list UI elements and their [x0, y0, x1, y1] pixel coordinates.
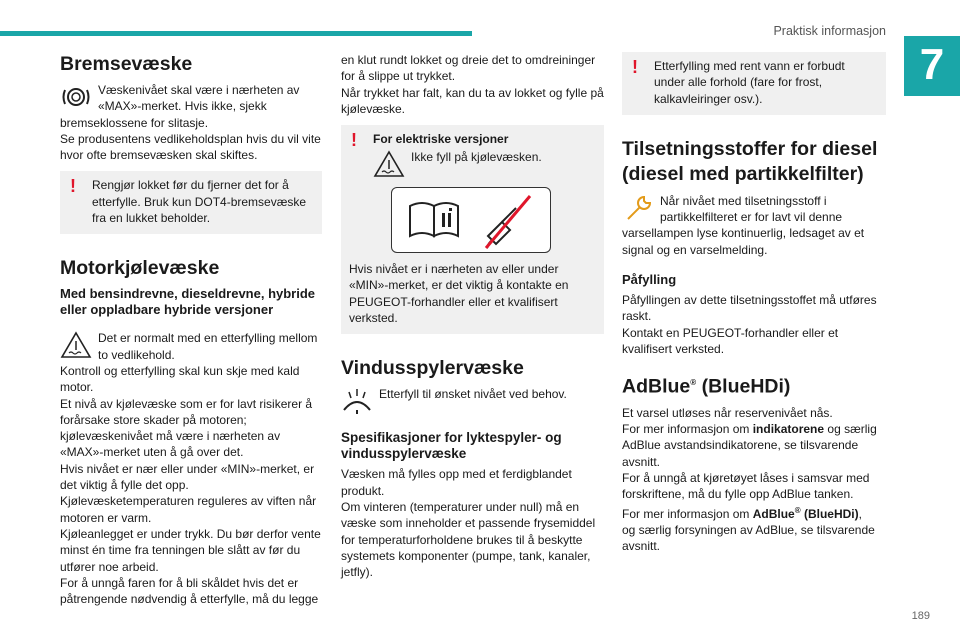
washer-fluid-note	[341, 386, 604, 416]
adblue-bold-2-name: AdBlue	[752, 506, 795, 521]
electric-versions-text: Hvis nivået er i nærheten av eller under «MIN»-merket, er det viktig å kontakte en PEUGEOT-forhandler eller et kvalifisert verksted.	[349, 262, 569, 326]
washer-warning-text: Etterfylling med rent vann er forbudt under alle forhold (fare for frost, kalkavleiringer osv.).	[654, 59, 845, 106]
washer-fluid-heading: Vindusspylervæske	[341, 357, 524, 380]
coolant-continued-text: en klut rundt lokket og dreie det to omdreininger for å slippe ut trykket. Når trykket har falt, kan du ta av lokket og fylle på kjølevæske.	[341, 53, 604, 116]
exclamation-icon: !	[351, 130, 357, 151]
page-number: 189	[911, 610, 930, 622]
column-1	[60, 52, 322, 607]
manual-no-refill-pictogram	[391, 187, 551, 253]
coolant-icon-text: Det er normalt med en etterfylling mellom to vedlikehold.	[98, 331, 318, 362]
adblue-text	[622, 405, 886, 555]
electric-versions-note	[341, 125, 604, 334]
electric-versions-heading: For elektriske versjoner	[373, 132, 509, 147]
washer-spec-heading: Spesifikasjoner for lyktespyler- og vindusspylervæske	[341, 430, 562, 462]
coolant-text: Kontroll og etterfylling skal kun skje med kald motor. Et nivå av kjølevæske som er for lavt risikerer å forårsake store skader på motoren; kjølevæskenivået må være i nærheten av «MAX»-merket uten å gå over det. Hvis nivået er nær eller under «MIN»-merket, er det viktig å fylle det opp. Kjølevæsketemperaturen reguleres av viften når motoren er varm. Kjøleanlegget er under trykk. Du bør derfor vente minst én time fra tenningen ble slått av før du utfører noe arbeid. For å unngå faren for å bli skåldet hvis det er påtrengende nødvendig å etterfylle, må du legge	[60, 363, 321, 607]
adblue-suffix: (BlueHDi)	[696, 375, 791, 398]
column-3	[622, 52, 886, 554]
coolant-heading: Motorkjølevæske	[60, 257, 220, 280]
washer-spec-text: Væsken må fylles opp med et ferdigblandet produkt. Om vinteren (temperaturer under null) må en væske som inneholder et passende frysemiddel for temperaturforholdene brukes til å beskytte systemets komponenter (pumpe, tank, kanaler, jetfly).	[341, 467, 596, 580]
diesel-additive-heading: Tilsetningsstoffer for diesel (diesel med partikkelfilter)	[622, 137, 878, 185]
adblue-text-3: , og særlig forsyningen av AdBlue, se tilsvarende avsnitt.	[622, 506, 875, 554]
diesel-additive-text: varsellampen lyse kontinuerlig, ledsaget av et signal og en varselmelding.	[622, 226, 865, 257]
refill-heading: Påfylling	[622, 272, 677, 288]
brake-fluid-text: bremseklossene for slitasje.	[60, 115, 209, 130]
adblue-text-1: Et varsel utløses når reservenivået nås. For mer informasjon om	[622, 405, 833, 437]
exclamation-icon: !	[70, 176, 76, 197]
adblue-reg: ®	[690, 378, 697, 388]
brake-fluid-note	[60, 82, 322, 115]
chapter-number: 7	[904, 36, 960, 96]
brake-warning-icon	[60, 82, 92, 112]
wrench-icon	[622, 193, 654, 223]
washer-water-warning	[622, 52, 886, 115]
adblue-bold-2-reg: ®	[794, 505, 801, 515]
brake-fluid-text-2: Se produsentens vedlikeholdsplan hvis du vil vite hvor ofte bremsevæsken skal skiftes.	[60, 131, 321, 163]
washer-icon	[341, 386, 373, 416]
brake-fluid-icon-text: Væskenivået skal være i nærheten av «MAX»-merket. Hvis ikke, sjekk	[98, 83, 300, 114]
refill-text: Påfyllingen av dette tilsetningsstoffet må utføres raskt. Kontakt en PEUGEOT-forhandler eller et kvalifisert verksted.	[622, 293, 877, 356]
washer-icon-text: Etterfyll til ønsket nivået ved behov.	[379, 387, 567, 402]
header-accent-bar	[0, 31, 472, 36]
adblue-bold-2-suffix: (BlueHDi)	[800, 506, 859, 521]
diesel-icon-text: Når nivået med tilsetningsstoff i partikkelfilteret er for lavt vil denne	[660, 193, 843, 225]
adblue-text-2: og særlig AdBlue avstandsindikatorene, se tilsvarende avsnitt. For å unngå at kjøretøyet låses i samsvar med forskriftene, må du fylle opp AdBlue tanken. For mer informasjon om	[622, 422, 877, 521]
electric-icon-text: Ikke fyll på kjølevæsken.	[411, 150, 542, 165]
column-2	[341, 52, 604, 580]
adblue-title: AdBlue	[622, 375, 691, 398]
adblue-bold-2	[753, 507, 859, 521]
brake-fluid-warning	[60, 171, 322, 234]
coolant-subheading: Med bensindrevne, dieseldrevne, hybride eller oppladbare hybride versjoner	[60, 286, 316, 318]
brake-fluid-heading: Bremsevæske	[60, 53, 193, 75]
coolant-note	[60, 330, 322, 363]
adblue-heading	[622, 371, 886, 399]
section-title: Praktisk informasjon	[773, 24, 886, 38]
brake-warning-text: Rengjør lokket før du fjerner det for å etterfylle. Bruk kun DOT4-bremsevæske fra en lukket beholder.	[92, 178, 307, 226]
adblue-bold-1: indikatorene	[752, 422, 825, 437]
electric-icon-row	[373, 149, 592, 179]
diesel-additive-note	[622, 193, 886, 226]
coolant-warning-icon	[60, 330, 92, 360]
exclamation-icon: !	[632, 57, 638, 77]
coolant-warning-icon	[373, 149, 405, 179]
